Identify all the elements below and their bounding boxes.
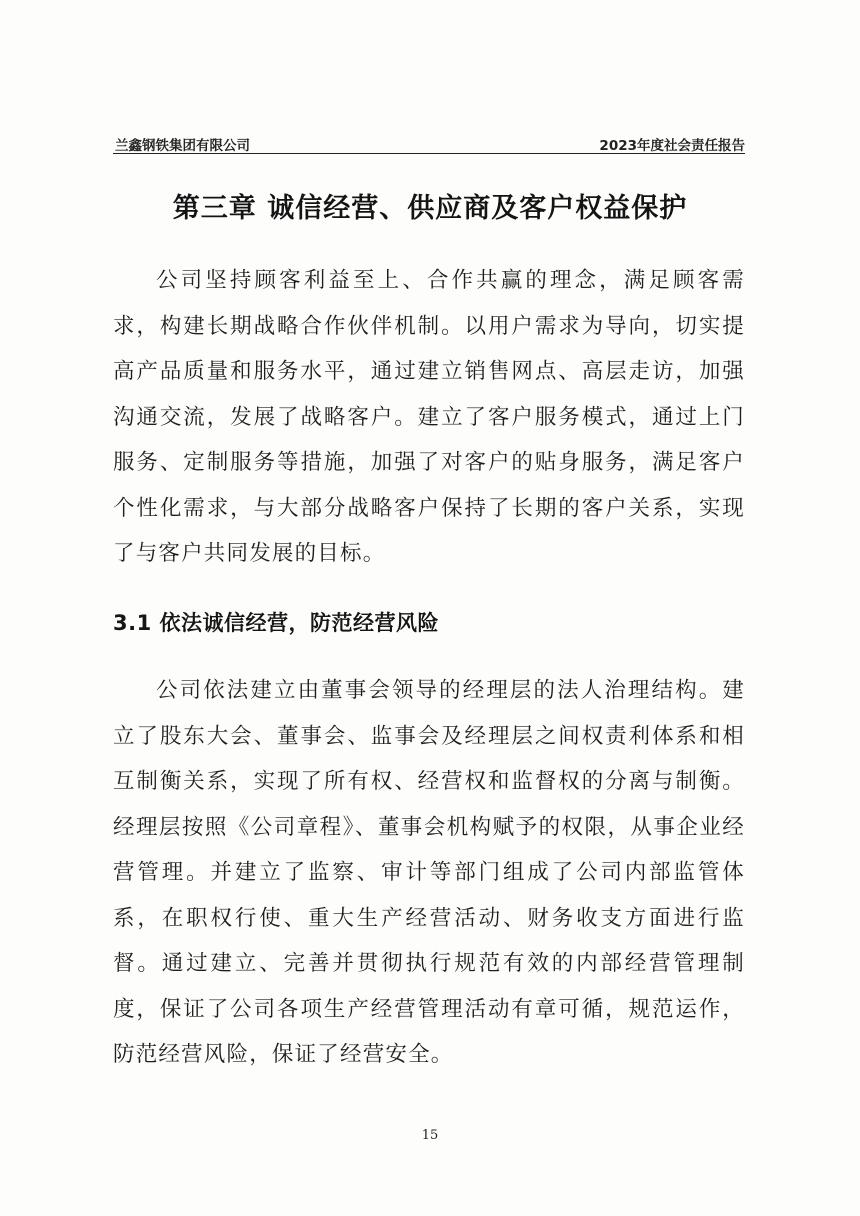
- running-header: [113, 134, 745, 154]
- header-divider: [113, 153, 745, 154]
- chapter-title: 第三章 诚信经营、供应商及客户权益保护: [172, 193, 688, 224]
- section-heading: 3.1 依法诚信经营，防范经营风险: [113, 611, 440, 635]
- page-number: 15: [421, 1128, 439, 1143]
- header-report-title: 2023年度社会责任报告: [599, 138, 745, 154]
- header-company-name: 兰鑫钢铁集团有限公司: [115, 138, 250, 154]
- body-paragraph: 公司坚持顾客利益至上、合作共赢的理念，满足顾客需求，构建长期战略合作伙伴机制。以用户需求为导向，切实提高产品质量和服务水平，通过建立销售网点、高层走访，加强沟通交流，发展了战略客户。建立了客户服务模式，通过上门服务、定制服务等措施，加强了对客户的贴身服务，满足客户个性化需求，与大部分战略客户保持了长期的客户关系，实现了与客户共同发展的目标。: [113, 268, 745, 566]
- body-paragraph: 公司依法建立由董事会领导的经理层的法人治理结构。建立了股东大会、董事会、监事会及经理层之间权责利体系和相互制衡关系，实现了所有权、经营权和监督权的分离与制衡。经理层按照《公司章程》、董事会机构赋予的权限，从事企业经营管理。并建立了监察、审计等部门组成了公司内部监管体系，在职权行使、重大生产经营活动、财务收支方面进行监督。通过建立、完善并贯彻执行规范有效的内部经营管理制度，保证了公司各项生产经营管理活动有章可循，规范运作，防范经营风险，保证了经营安全。: [113, 678, 745, 1067]
